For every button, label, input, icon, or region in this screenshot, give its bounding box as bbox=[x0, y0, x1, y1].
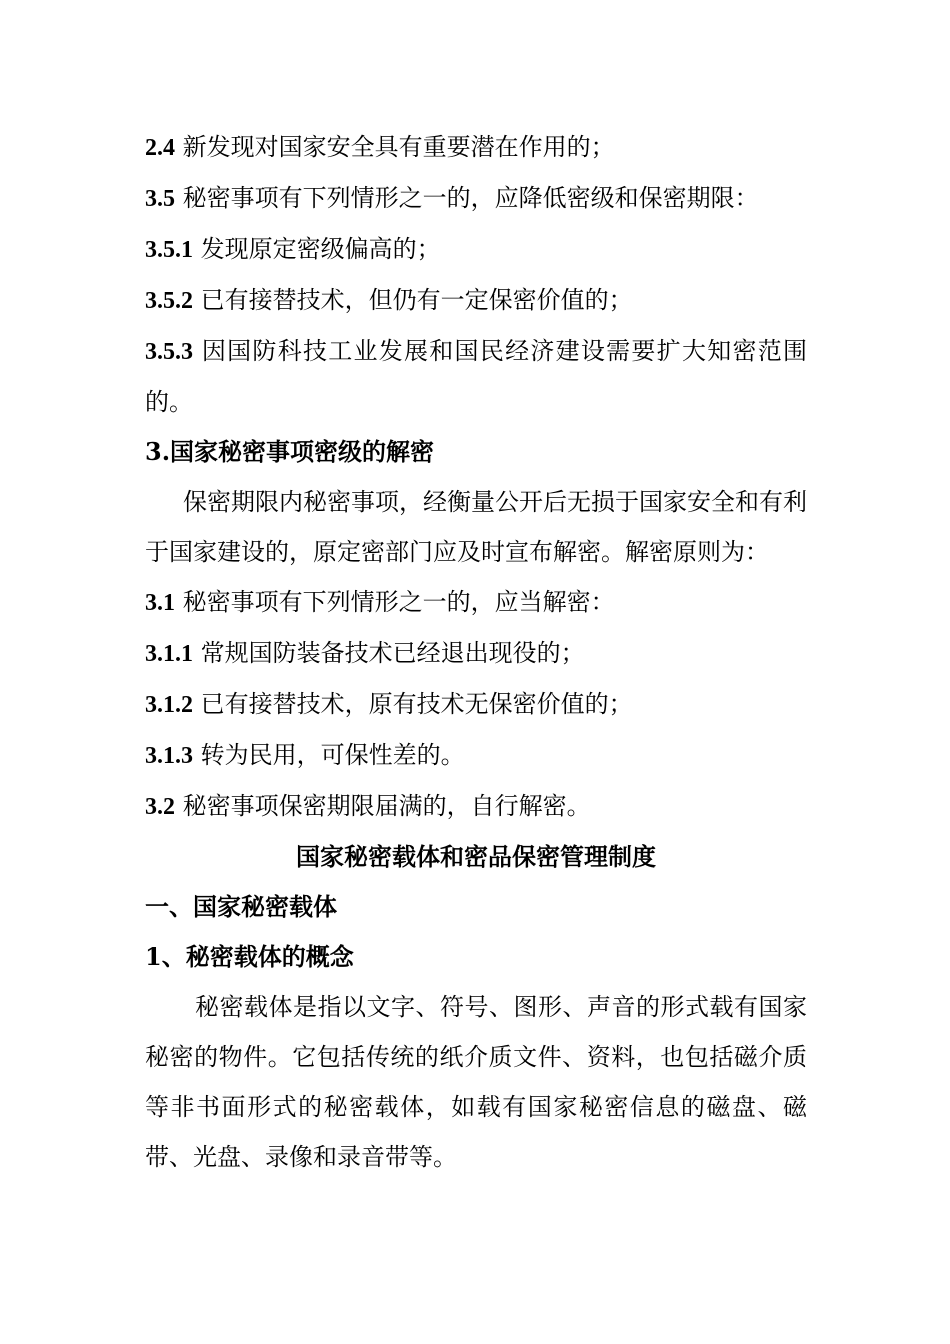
clause-text: 已有接替技术，但仍有一定保密价值的； bbox=[200, 286, 633, 314]
subsection-1-heading: 1、秘密载体的概念 bbox=[145, 942, 354, 971]
clause-3-5-1 bbox=[145, 224, 807, 275]
clause-3-2 bbox=[145, 781, 807, 832]
clause-number: 3.5.2 bbox=[145, 288, 193, 314]
clause-3-1-1 bbox=[145, 628, 807, 679]
clause-3-5 bbox=[145, 173, 807, 224]
clause-text: 因国防科技工业发展和国民经济建设需要扩大知密范围的。 bbox=[145, 337, 807, 416]
clause-text: 转为民用，可保性差的。 bbox=[200, 741, 465, 769]
clause-text: 秘密事项保密期限届满的，自行解密。 bbox=[182, 792, 591, 820]
clause-number: 2.4 bbox=[145, 135, 175, 161]
clause-text: 新发现对国家安全具有重要潜在作用的； bbox=[182, 133, 615, 161]
document-body bbox=[145, 122, 807, 1182]
clause-3-5-3 bbox=[145, 326, 807, 427]
clause-number: 3.5 bbox=[145, 186, 175, 212]
clause-text: 已有接替技术，原有技术无保密价值的； bbox=[200, 690, 633, 718]
clause-text: 常规国防装备技术已经退出现役的； bbox=[200, 639, 585, 667]
clause-number: 3.5.1 bbox=[145, 237, 193, 263]
clause-3-1-2 bbox=[145, 679, 807, 730]
clause-text: 发现原定密级偏高的； bbox=[200, 235, 441, 263]
subsection-1-paragraph: 秘密载体是指以文字、符号、图形、声音的形式载有国家秘密的物件。它包括传统的纸介质文件、资料，也包括磁介质等非书面形式的秘密载体，如载有国家秘密信息的磁盘、磁带、光盘、录像和录音带等。 bbox=[145, 993, 807, 1171]
clause-text: 秘密事项有下列情形之一的，应当解密： bbox=[182, 588, 615, 616]
clause-number: 3.1 bbox=[145, 590, 175, 616]
clause-3-1-3 bbox=[145, 730, 807, 781]
clause-number: 3.2 bbox=[145, 794, 175, 820]
clause-text: 秘密事项有下列情形之一的，应降低密级和保密期限： bbox=[182, 184, 759, 212]
clause-number: 3.1.2 bbox=[145, 692, 193, 718]
chapter-title: 国家秘密载体和密品保密管理制度 bbox=[296, 842, 656, 871]
clause-3-5-2 bbox=[145, 275, 807, 326]
clause-number: 3.1.1 bbox=[145, 641, 193, 667]
clause-number: 3.5.3 bbox=[145, 339, 193, 365]
section-3-heading: 3.国家秘密事项密级的解密 bbox=[145, 437, 435, 466]
section-3-paragraph: 保密期限内秘密事项，经衡量公开后无损于国家安全和有利于国家建设的，原定密部门应及时宣布解密。解密原则为： bbox=[145, 488, 807, 566]
clause-3-1 bbox=[145, 577, 807, 628]
part-1-heading: 一、国家秘密载体 bbox=[145, 892, 337, 921]
clause-2-4 bbox=[145, 122, 807, 173]
clause-number: 3.1.3 bbox=[145, 743, 193, 769]
